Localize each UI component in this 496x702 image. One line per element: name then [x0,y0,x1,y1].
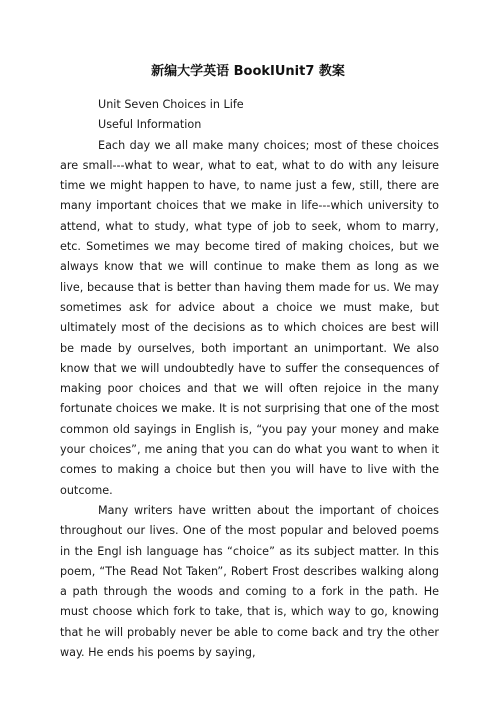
unit-heading: Unit Seven Choices in Life [98,98,244,111]
document-title: 新编大学英语 BookIUnit7 教案 [151,64,345,79]
document-body [60,95,439,663]
paragraph: Each day we all make many choices; most of these choices are small---what to wear, what to eat, what to do with any leisure time we might happen to have, to name just a few, still, there are many important choices that we make in life---which university to attend, what to study, what type of job to seek, whom to marry, etc. Sometimes we may become tired of making choices, but we always know that we will continue to make them as long as we live, because that is better than having them made for us. We may sometimes ask for advice about a choice we must make, but ultimately most of the decisions as to which choices are best will be made by ourselves, both important an unimportant. We also know that we will undoubtedly have to suffer the consequences of making poor choices and that we will often rejoice in the many fortunate choices we make. It is not surprising that one of the most common old sayings in English is, “you pay your money and make your choices”, me aning that you can do what you want to when it comes to making a choice but then you will have to live with the outcome. [60,138,439,497]
paragraph: Many writers have written about the important of choices throughout our lives. One of the most popular and beloved poems in the Engl ish language has “choice” as its subject matter. In this poem, “The Read Not Taken”, Robert Frost describes walking along a path through the woods and coming to a fork in the path. He must choose which fork to take, that is, which way to go, knowing that he will probably never be able to come back and try the other way. He ends his poems by saying, [60,503,439,660]
section-heading: Useful Information [98,118,202,132]
